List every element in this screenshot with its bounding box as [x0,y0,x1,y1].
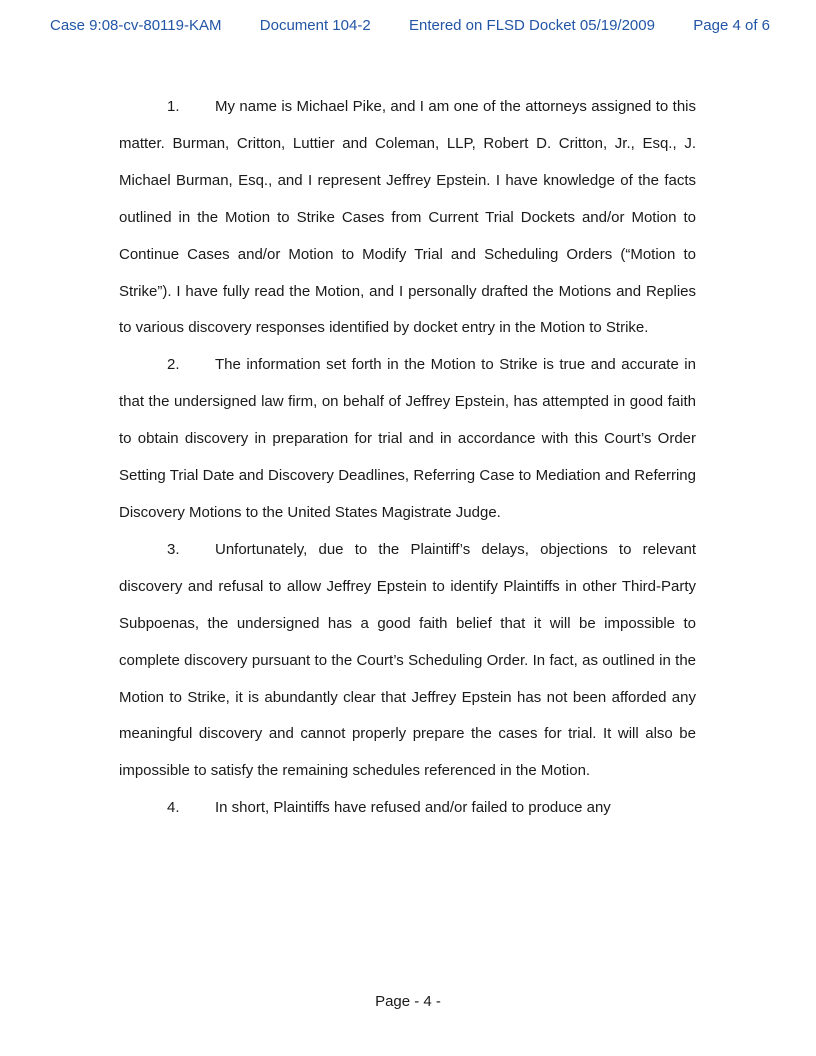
paragraph-text: The information set forth in the Motion to Strike is true and accurate in that the undersigned law firm, on behalf of Jeffrey Epstein, has attempted in good faith to obtain discovery in preparation for trial and in accordance with this Court’s Order Setting Trial Date and Discovery Deadlines, Referring Case to Mediation and Referring Discovery Motions to the United States Magistrate Judge. [119,356,696,521]
paragraph-text: In short, Plaintiffs have refused and/or failed to produce any [215,799,611,817]
document-body [119,89,696,827]
paragraph-3 [119,532,696,790]
paragraph-4 [119,790,696,827]
paragraph-number: 1. [167,98,180,115]
docket-header [50,17,770,34]
paragraph-text: My name is Michael Pike, and I am one of the attorneys assigned to this matter. Burman, Critton, Luttier and Coleman, LLP, Robert D. Critton, Jr., Esq., J. Michael Burman, Esq., and I represent Jeffrey Epstein. I have knowledge of the facts outlined in the Motion to Strike Cases from Current Trial Dockets and/or Motion to Continue Cases and/or Motion to Modify Trial and Scheduling Orders (“Motion to Strike”). I have fully read the Motion, and I personally drafted the Motions and Replies to various discovery responses identified by docket entry in the Motion to Strike. [119,98,696,337]
page-count: Page 4 of 6 [693,17,770,34]
page-footer: Page - 4 - [375,993,441,1010]
paragraph-1 [119,89,696,347]
case-number: Case 9:08-cv-80119-KAM [50,17,222,34]
paragraph-2 [119,347,696,532]
paragraph-number: 3. [167,540,180,558]
docket-entry-date: Entered on FLSD Docket 05/19/2009 [408,17,655,34]
document-number: Document 104-2 [259,17,371,34]
paragraph-number: 2. [167,356,180,374]
paragraph-text: Unfortunately, due to the Plaintiff’s delays, objections to relevant discovery and refusal to allow Jeffrey Epstein to identify Plaintiffs in other Third-Party Subpoenas, the undersigned has a good faith belief that it will be impossible to complete discovery pursuant to the Court’s Scheduling Order. In fact, as outlined in the Motion to Strike, it is abundantly clear that Jeffrey Epstein has not been afforded any meaningful discovery and cannot properly prepare the cases for trial. It will also be impossible to satisfy the remaining schedules referenced in the Motion. [119,540,696,780]
paragraph-number: 4. [167,799,180,817]
